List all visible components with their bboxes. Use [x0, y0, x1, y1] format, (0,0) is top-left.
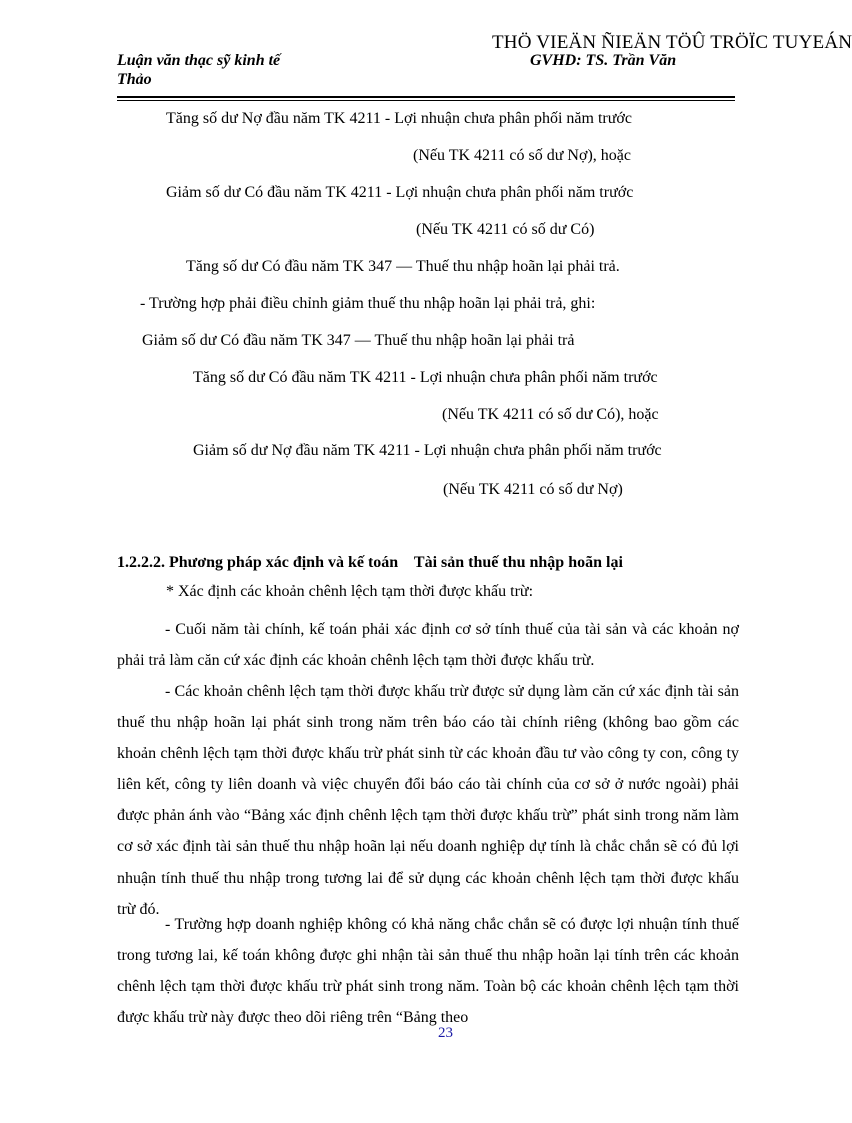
header-rule-thick — [117, 96, 735, 98]
body-paragraph — [117, 676, 739, 925]
entry-line: Tăng số dư Nợ đầu năm TK 4211 - Lợi nhuận chưa phân phối năm trước — [166, 110, 632, 127]
paragraph-text: - Cuối năm tài chính, kế toán phải xác định cơ sở tính thuế của tài sản và các khoản nợ phải trả làm căn cứ xác định các khoản chênh lệch tạm thời được khấu trừ. — [117, 621, 739, 670]
body-paragraph — [117, 614, 739, 676]
page-number: 23 — [438, 1025, 453, 1041]
header-author-name: Thảo — [117, 71, 152, 88]
entry-line: Tăng số dư Có đầu năm TK 4211 - Lợi nhuận chưa phân phối năm trước — [193, 369, 658, 386]
paragraph-text: - Trường hợp doanh nghiệp không có khả năng chắc chắn sẽ có được lợi nhuận tính thuế trong tương lai, kế toán không được ghi nhận tài sản thuế thu nhập hoãn lại tính trên các khoản chênh lệch tạm thời được khấu trừ phát sinh trong năm. Toàn bộ các khoản chênh lệch tạm thời được khấu trừ này được theo dõi riêng trên “Bảng theo — [117, 916, 739, 1027]
header-rule-thin — [117, 100, 735, 101]
entry-line: (Nếu TK 4211 có số dư Nợ), hoặc — [413, 147, 631, 164]
entry-line: (Nếu TK 4211 có số dư Có) — [416, 221, 595, 238]
subheading: * Xác định các khoản chênh lệch tạm thời được khấu trừ: — [166, 583, 534, 600]
entry-line: Giảm số dư Có đầu năm TK 4211 - Lợi nhuận chưa phân phối năm trước — [166, 184, 634, 201]
entry-line: Giảm số dư Nợ đầu năm TK 4211 - Lợi nhuận chưa phân phối năm trước — [193, 442, 662, 459]
entry-line: Tăng số dư Có đầu năm TK 347 — Thuế thu nhập hoãn lại phải trả. — [186, 258, 620, 275]
header-supervisor: GVHD: TS. Trần Văn — [530, 52, 677, 69]
paragraph-text: - Các khoản chênh lệch tạm thời được khấu trừ được sử dụng làm căn cứ xác định tài sản thuế thu nhập hoãn lại phát sinh trong năm trên báo cáo tài chính riêng (không bao gồm các khoản chênh lệch tạm thời được khấu trừ phát sinh từ các khoản đầu tư vào công ty con, công ty liên kết, công ty liên doanh và việc chuyển đổi báo cáo tài chính của cơ sở ở nước ngoài) phải được phản ánh vào “Bảng xác định chênh lệch tạm thời được khấu trừ” phát sinh trong năm làm cơ sở xác định tài sản thuế thu nhập hoãn lại nếu doanh nghiệp dự tính là chắc chắn sẽ có đủ lợi nhuận tính thuế thu nhập trong tương lai để sử dụng các khoản chênh lệch tạm thời được khấu trừ đó. — [117, 683, 739, 918]
section-heading: 1.2.2.2. Phương pháp xác định và kế toán Tài sản thuế thu nhập hoãn lại — [117, 554, 623, 571]
entry-line: (Nếu TK 4211 có số dư Nợ) — [443, 481, 623, 498]
watermark-text: THÖ VIEÄN ÑIEÄN TÖÛ TRÖÏC TUYEÁN — [492, 32, 852, 53]
entry-line: Giảm số dư Có đầu năm TK 347 — Thuế thu nhập hoãn lại phải trả — [142, 332, 575, 349]
header-thesis-title: Luận văn thạc sỹ kinh tế — [117, 52, 281, 69]
entry-line: (Nếu TK 4211 có số dư Có), hoặc — [442, 406, 659, 423]
entry-line: - Trường hợp phải điều chỉnh giảm thuế thu nhập hoãn lại phải trả, ghi: — [140, 295, 596, 312]
body-paragraph — [117, 909, 739, 1033]
